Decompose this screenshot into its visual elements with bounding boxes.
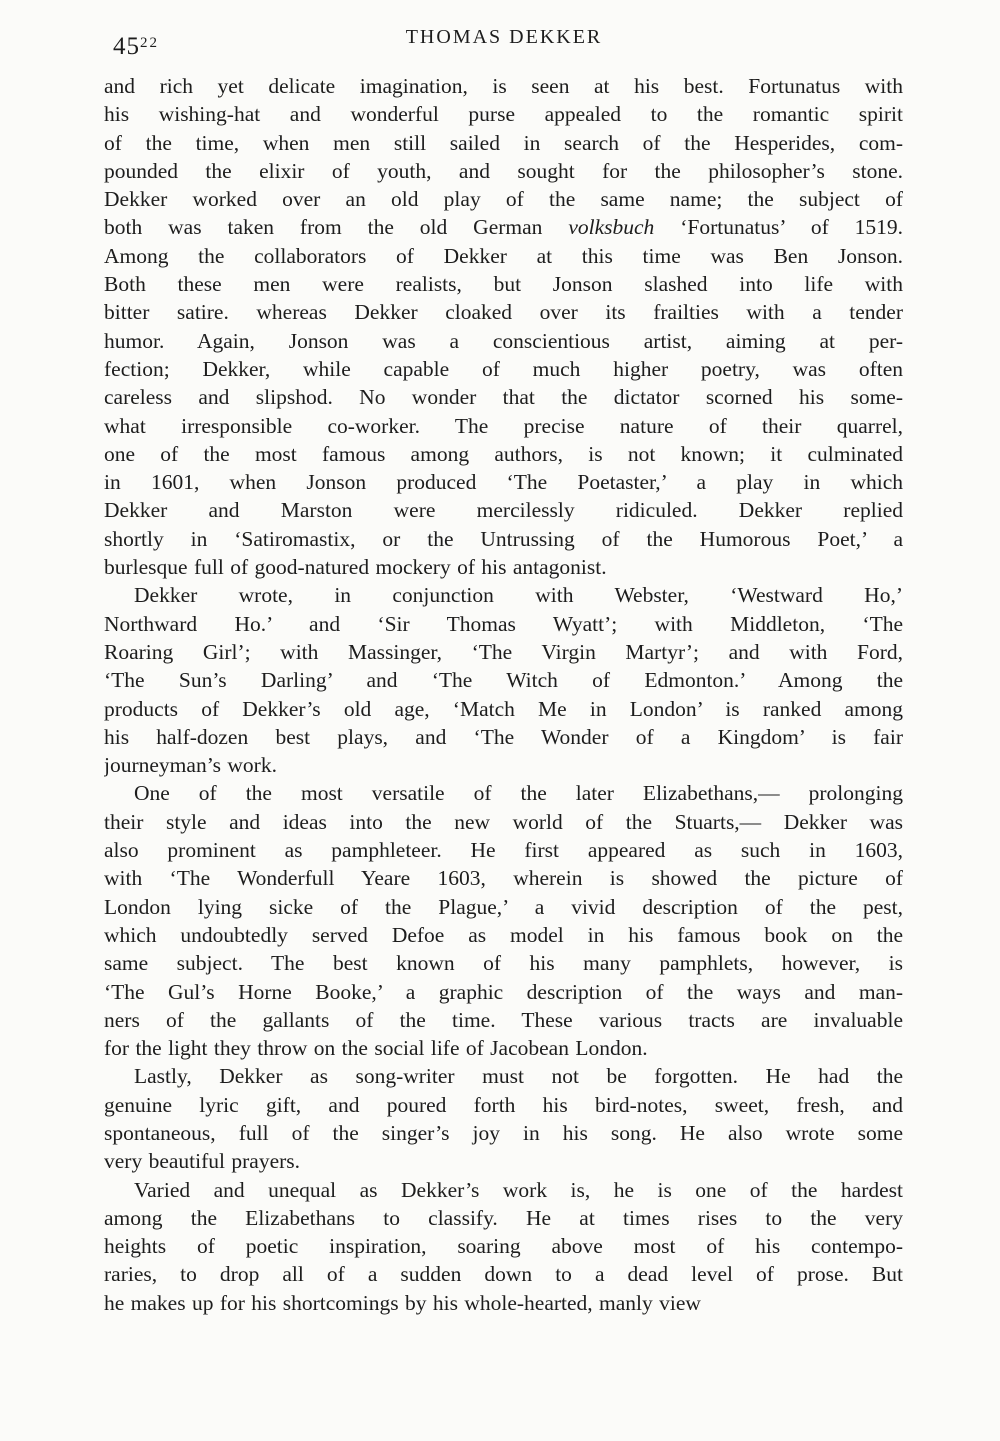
text-line: also prominent as pamphleteer. He first appeared as such in 1603, xyxy=(104,838,903,863)
text-line: humor. Again, Jonson was a conscientious artist, aiming at per- xyxy=(104,328,903,353)
text-line: one of the most famous among authors, is not known; it culminated xyxy=(104,441,903,466)
text-line: Dekker worked over an old play of the same name; the subject of xyxy=(104,187,903,212)
text-line: raries, to drop all of a sudden down to a dead level of prose. But xyxy=(104,1262,903,1287)
text-line: which undoubtedly served Defoe as model in his famous book on the xyxy=(104,922,903,947)
text-line: their style and ideas into the new world of the Stuarts,— Dekker was xyxy=(104,809,903,834)
text-line: Northward Ho.’ and ‘Sir Thomas Wyatt’; with Middleton, ‘The xyxy=(104,611,903,636)
page-number-superscript: 22 xyxy=(140,35,159,51)
text-line: London lying sicke of the Plague,’ a vivid description of the pest, xyxy=(104,894,903,919)
text-line: journeyman’s work. xyxy=(104,753,277,778)
paragraph xyxy=(104,1176,903,1317)
text-line: same subject. The best known of his many pamphlets, however, is xyxy=(104,951,903,976)
text-line: he makes up for his shortcomings by his whole-hearted, manly view xyxy=(104,1290,701,1315)
text-line: ‘The Gul’s Horne Booke,’ a graphic description of the ways and man- xyxy=(104,979,903,1004)
text-block xyxy=(104,72,903,1317)
text-line: very beautiful prayers. xyxy=(104,1149,301,1174)
text-line: pounded the elixir of youth, and sought for the philosopher’s stone. xyxy=(104,158,903,183)
text-line: fection; Dekker, while capable of much higher poetry, was often xyxy=(104,356,903,381)
text-line: Both these men were realists, but Jonson slashed into life with xyxy=(104,272,903,297)
text-line: Among the collaborators of Dekker at this time was Ben Jonson. xyxy=(104,243,903,268)
text-line: his half-dozen best plays, and ‘The Wonder of a Kingdom’ is fair xyxy=(104,724,903,749)
text-line: Dekker and Marston were mercilessly ridiculed. Dekker replied xyxy=(104,498,903,523)
text-line: One of the most versatile of the later Elizabethans,— prolonging xyxy=(134,781,903,806)
text-line: Varied and unequal as Dekker’s work is, he is one of the hardest xyxy=(134,1177,903,1202)
text-line: Roaring Girl’; with Massinger, ‘The Virgin Martyr’; and with Ford, xyxy=(104,639,903,664)
text-line: shortly in ‘Satiromastix, or the Untrussing of the Humorous Poet,’ a xyxy=(104,526,903,551)
paragraph xyxy=(104,779,903,1062)
text-line: bitter satire. whereas Dekker cloaked over its frailties with a tender xyxy=(104,300,903,325)
text-line: his wishing-hat and wonderful purse appealed to the romantic spirit xyxy=(104,102,903,127)
text-line: spontaneous, full of the singer’s joy in his song. He also wrote some xyxy=(104,1120,903,1145)
text-line: both was taken from the old German volksbuch ‘Fortunatus’ of 1519. xyxy=(104,215,903,240)
text-line: Dekker wrote, in conjunction with Webster, ‘Westward Ho,’ xyxy=(134,583,903,608)
italic-text: volksbuch xyxy=(568,215,655,240)
text-line: of the time, when men still sailed in search of the Hesperides, com- xyxy=(104,130,903,155)
text-line: in 1601, when Jonson produced ‘The Poetaster,’ a play in which xyxy=(104,470,903,495)
text-line: products of Dekker’s old age, ‘Match Me in London’ is ranked among xyxy=(104,696,903,721)
text-line: and rich yet delicate imagination, is seen at his best. Fortunatus with xyxy=(104,74,903,98)
paragraph xyxy=(104,1062,903,1175)
text-line: with ‘The Wonderfull Yeare 1603, wherein is showed the picture of xyxy=(104,866,903,891)
text-line: Lastly, Dekker as song-writer must not be forgotten. He had the xyxy=(134,1064,903,1089)
text-line: careless and slipshod. No wonder that the dictator scorned his some- xyxy=(104,385,903,410)
paragraph xyxy=(104,72,903,581)
text-line: genuine lyric gift, and poured forth his bird-notes, sweet, fresh, and xyxy=(104,1092,903,1117)
text-line: heights of poetic inspiration, soaring above most of his contempo- xyxy=(104,1234,903,1259)
text-line: ners of the gallants of the time. These various tracts are invaluable xyxy=(104,1007,903,1032)
paragraph xyxy=(104,581,903,779)
text-line: what irresponsible co-worker. The precise nature of their quarrel, xyxy=(104,413,903,438)
text-line: for the light they throw on the social life of Jacobean London. xyxy=(104,1036,648,1061)
text-line: burlesque full of good-natured mockery of his antagonist. xyxy=(104,555,607,580)
text-line: among the Elizabethans to classify. He at times rises to the very xyxy=(104,1205,903,1230)
text-line: ‘The Sun’s Darling’ and ‘The Witch of Edmonton.’ Among the xyxy=(104,668,903,693)
page-number-main: 45 xyxy=(113,33,140,60)
running-header: THOMAS DEKKER xyxy=(405,26,603,48)
